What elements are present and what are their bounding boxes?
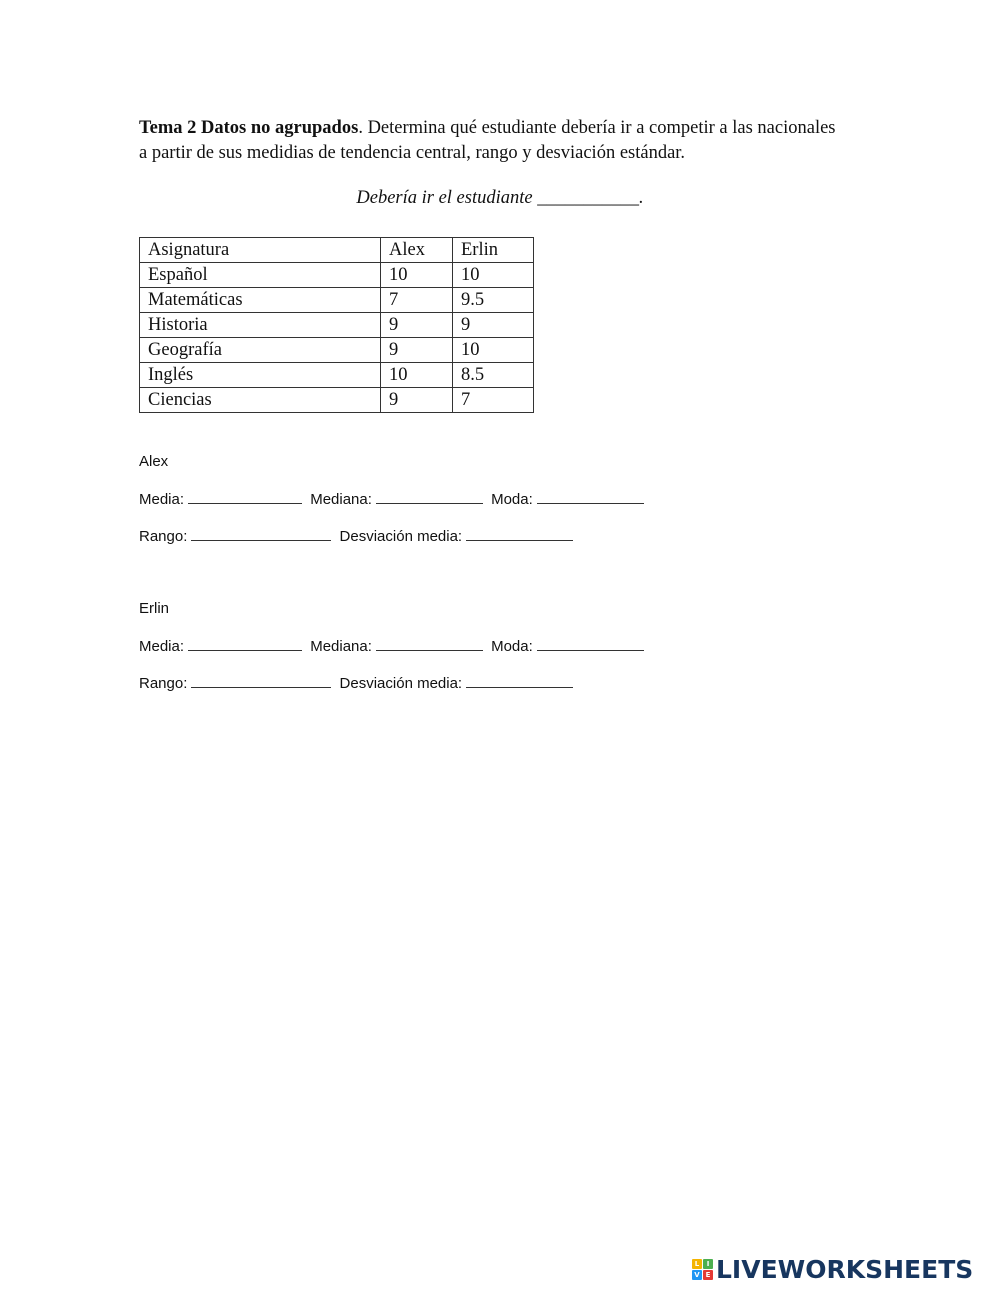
alex-central-tendency-row [139,489,648,508]
table-row [140,288,534,313]
header-cell: Erlin [453,238,534,263]
alex-desviacion-blank[interactable] [466,526,573,541]
table-cell: 8.5 [453,363,534,388]
table-cell: 9 [453,313,534,338]
table-row [140,313,534,338]
media-label: Media: [139,491,185,508]
liveworksheets-logo [692,1254,973,1284]
table-row [140,263,534,288]
logo-mark-letter: I [703,1259,713,1269]
table-cell: Historia [140,313,381,338]
mediana-label: Mediana: [310,638,372,655]
student-name-erlin: Erlin [139,600,170,617]
table-cell: Inglés [140,363,381,388]
alex-mediana-blank[interactable] [376,489,483,504]
table-header-row [140,238,534,263]
logo-mark-letter: V [692,1270,702,1280]
mediana-label: Mediana: [310,491,372,508]
instructions-text: . Determina qué estudiante debería ir a competir a las nacionales a partir de sus medidias de tendencia central, rango y desviación estándar. [139,118,836,163]
rango-label: Rango: [139,528,188,545]
desviacion-label: Desviación media: [339,675,463,692]
erlin-mediana-blank[interactable] [376,636,483,651]
erlin-central-tendency-row [139,636,648,655]
table-cell: Matemáticas [140,288,381,313]
logo-mark-letter: E [703,1270,713,1280]
header-cell: Alex [381,238,453,263]
table-cell: 9 [381,388,453,413]
table-cell: Ciencias [140,388,381,413]
table-cell: 7 [381,288,453,313]
erlin-rango-blank[interactable] [191,673,331,688]
table-cell: 9 [381,313,453,338]
table-row [140,363,534,388]
table-cell: 7 [453,388,534,413]
topic-title: Tema 2 Datos no agrupados [139,118,359,138]
desviacion-label: Desviación media: [339,528,463,545]
intro-paragraph [139,116,839,166]
alex-moda-blank[interactable] [537,489,644,504]
alex-rango-blank[interactable] [191,526,331,541]
table-cell: 9 [381,338,453,363]
table-cell: Español [140,263,381,288]
table-row [140,338,534,363]
logo-mark-icon [692,1259,713,1280]
table-cell: 10 [381,363,453,388]
table-cell: 10 [381,263,453,288]
grades-table [139,237,534,413]
erlin-desviacion-blank[interactable] [466,673,573,688]
table-cell: Geografía [140,338,381,363]
logo-mark-letter: L [692,1259,702,1269]
moda-label: Moda: [491,638,533,655]
alex-media-blank[interactable] [188,489,302,504]
rango-label: Rango: [139,675,188,692]
table-cell: 10 [453,338,534,363]
answer-prompt[interactable]: Debería ir el estudiante ___________. [356,188,644,208]
logo-brand-text: LIVEWORKSHEETS [716,1254,974,1284]
student-name-alex: Alex [139,453,169,470]
erlin-moda-blank[interactable] [537,636,644,651]
table-cell: 9.5 [453,288,534,313]
header-cell: Asignatura [140,238,381,263]
erlin-dispersion-row [139,673,577,692]
erlin-media-blank[interactable] [188,636,302,651]
table-row [140,388,534,413]
alex-dispersion-row [139,526,577,545]
media-label: Media: [139,638,185,655]
table-cell: 10 [453,263,534,288]
moda-label: Moda: [491,491,533,508]
